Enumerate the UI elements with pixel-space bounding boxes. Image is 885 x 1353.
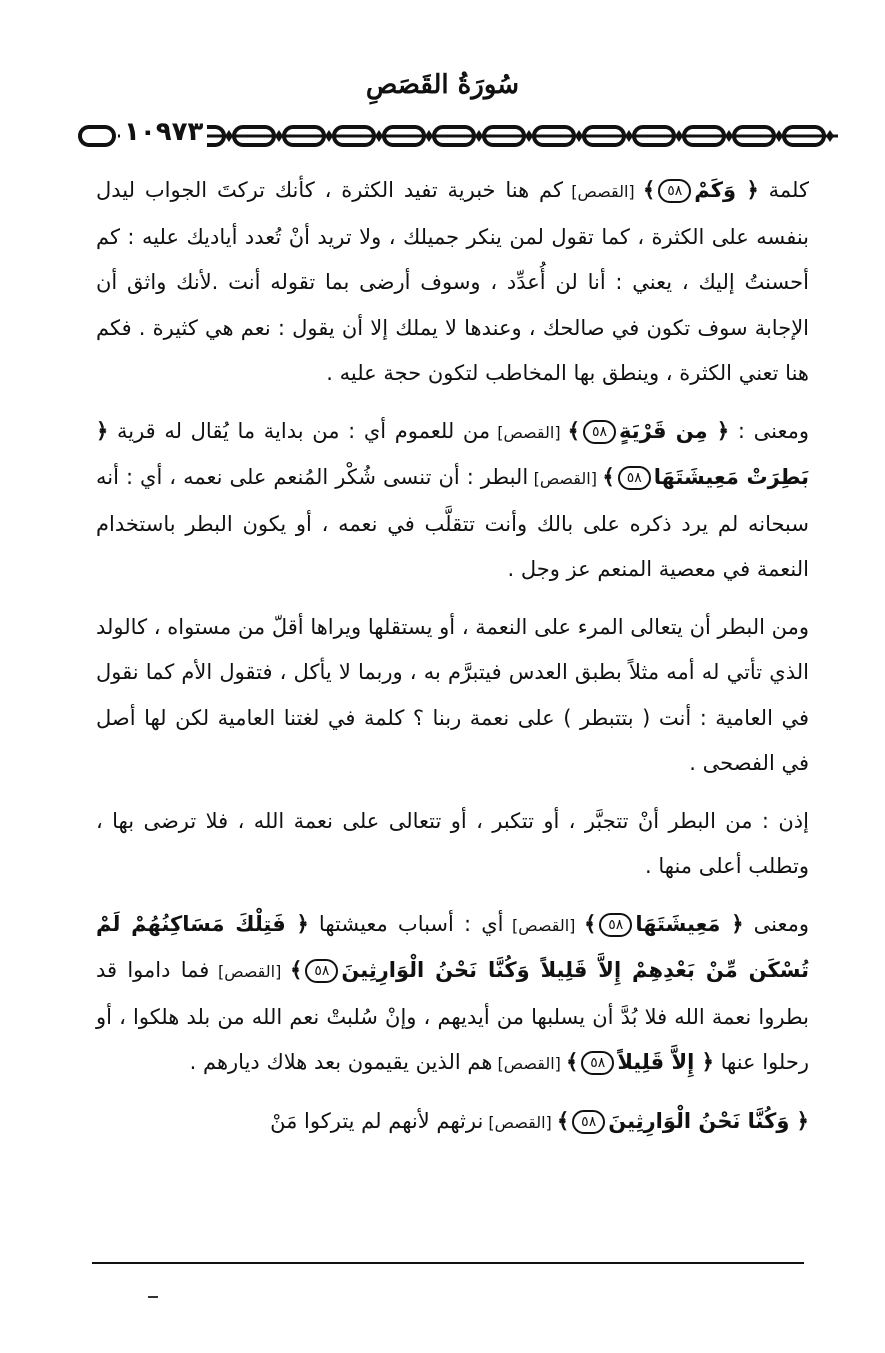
quran-verse: ﴾ bbox=[567, 418, 580, 443]
paragraph bbox=[96, 799, 809, 890]
ayah-number: ٥٨ bbox=[581, 1051, 614, 1075]
surah-reference: [القصص] bbox=[483, 1112, 557, 1132]
quran-verse: ﴿ مَعِيشَتَهَا bbox=[635, 911, 744, 936]
quran-verse: ﴿ وَكَمْ bbox=[694, 178, 759, 202]
quran-verse: ﴾ bbox=[290, 958, 303, 982]
quran-verse: ﴿ مِن قَرْيَةٍ bbox=[619, 418, 730, 443]
commentary-text-segment: كلمة bbox=[758, 178, 809, 202]
commentary-text-segment: أي : أسباب معيشتها bbox=[308, 911, 504, 936]
footer-mark bbox=[148, 1296, 158, 1298]
commentary-text bbox=[96, 168, 809, 1157]
page-number: ١٠٩٧٣ bbox=[120, 117, 207, 147]
surah-reference: [القصص] bbox=[209, 962, 290, 981]
quran-verse: ﴿ وَكُنَّا نَحْنُ الْوَارِثِينَ bbox=[608, 1108, 809, 1133]
ayah-number: ٥٨ bbox=[583, 420, 616, 444]
surah-reference: [القصص] bbox=[528, 469, 603, 488]
commentary-text-segment: البطر : أن تنسى شُكْر المُنعم على نعمه ، أي : أنه سبحانه لم يرد ذكره على بالك وأنت تتقلَّب في نعمه ، أو يكون البطر باستخدام النعمة في معصية المنعم عز وجل . bbox=[96, 465, 809, 581]
quran-verse: ﴾ bbox=[565, 1050, 579, 1074]
commentary-text-segment: كم هنا خبرية تفيد الكثرة ، كأنك تركتَ الجواب ليدل بنفسه على الكثرة ، كما تقول لمن ينكر جميلك ، ولا تريد أنْ تُعدد أياديك عليه : كم أحسنتُ إليك ، يعني : أنا لن أُعدِّد ، وسوف أرضى بما تقوله أنت .لأنك واثق أن الإجابة سوف تكون في صالحك ، وعندها لا يملك إلا أن يقول : نعم هي كثيرة . فكم هنا تعني الكثرة ، وينطق بها المخاطب لتكون حجة عليه . bbox=[96, 178, 809, 385]
paragraph bbox=[96, 605, 809, 787]
surah-reference: [القصص] bbox=[503, 915, 584, 935]
commentary-text-segment: هم الذين يقيمون بعد هلاك ديارهم . bbox=[189, 1050, 493, 1074]
ayah-number: ٥٨ bbox=[572, 1110, 605, 1134]
quran-verse: ﴾ bbox=[602, 465, 615, 489]
quran-verse: ﴾ bbox=[642, 178, 656, 202]
paragraph bbox=[96, 409, 809, 593]
commentary-text-segment: ومعنى bbox=[743, 911, 810, 936]
commentary-text-segment: من للعموم أي : من بداية ما يُقال له قرية bbox=[108, 418, 491, 443]
paragraph bbox=[96, 1099, 809, 1146]
commentary-text-segment: ومن البطر أن يتعالى المرء على النعمة ، أو يستقلها ويراها أقلّ من مستواه ، كالولد الذي تأتي له أمه مثلاً بطبق العدس فيتبرَّم به ، وربما لا يأكل ، فتقول الأم كما نقول في العامية : أنت ( بتتبطر ) على نعمة ربنا ؟ كلمة في لغتنا العامية لكن لها أصل في الفصحى . bbox=[96, 614, 809, 775]
quran-verse: ﴿ فَتِلْكَ مَسَاكِنُهُمْ لَمْ تُسْكَن مِّنْ بَعْدِهِمْ إِلاَّ قَلِيلاً وَكُنَّا نَحْنُ الْوَارِثِينَ bbox=[96, 911, 809, 982]
surah-reference: [القصص] bbox=[490, 422, 568, 442]
ayah-number: ٥٨ bbox=[618, 466, 651, 490]
footer-rule bbox=[92, 1262, 804, 1264]
paragraph bbox=[96, 168, 809, 397]
commentary-text-segment: إذن : من البطر أنْ تتجبَّر ، أو تتكبر ، أو تتعالى على نعمة الله ، فلا ترضى بها ، وتطلب أعلى منها . bbox=[96, 808, 809, 878]
paragraph bbox=[96, 902, 809, 1087]
quran-verse: ﴿ إِلاَّ قَلِيلاً bbox=[617, 1050, 714, 1074]
surah-reference: [القصص] bbox=[492, 1054, 566, 1073]
commentary-text-segment: فما داموا قد بطروا نعمة الله فلا بُدَّ أن يسلبها من أيديهم ، وإنْ سُلبتْ نعم الله من بلد هلكوا ، أو رحلوا عنها bbox=[96, 958, 809, 1074]
quran-verse: ﴾ bbox=[556, 1108, 570, 1133]
quran-verse: ﴿ بَطِرَتْ مَعِيشَتَهَا bbox=[96, 418, 809, 489]
ayah-number: ٥٨ bbox=[599, 913, 632, 937]
commentary-text-segment: ومعنى : bbox=[729, 418, 809, 443]
commentary-text-segment: نرثهم لأنهم لم يتركوا مَنْ bbox=[270, 1108, 484, 1133]
ayah-number: ٥٨ bbox=[305, 959, 338, 983]
surah-title: سُورَةُ القَصَصِ bbox=[365, 70, 520, 100]
surah-reference: [القصص] bbox=[563, 182, 643, 201]
ayah-number: ٥٨ bbox=[658, 179, 691, 203]
quran-verse: ﴾ bbox=[583, 911, 597, 936]
